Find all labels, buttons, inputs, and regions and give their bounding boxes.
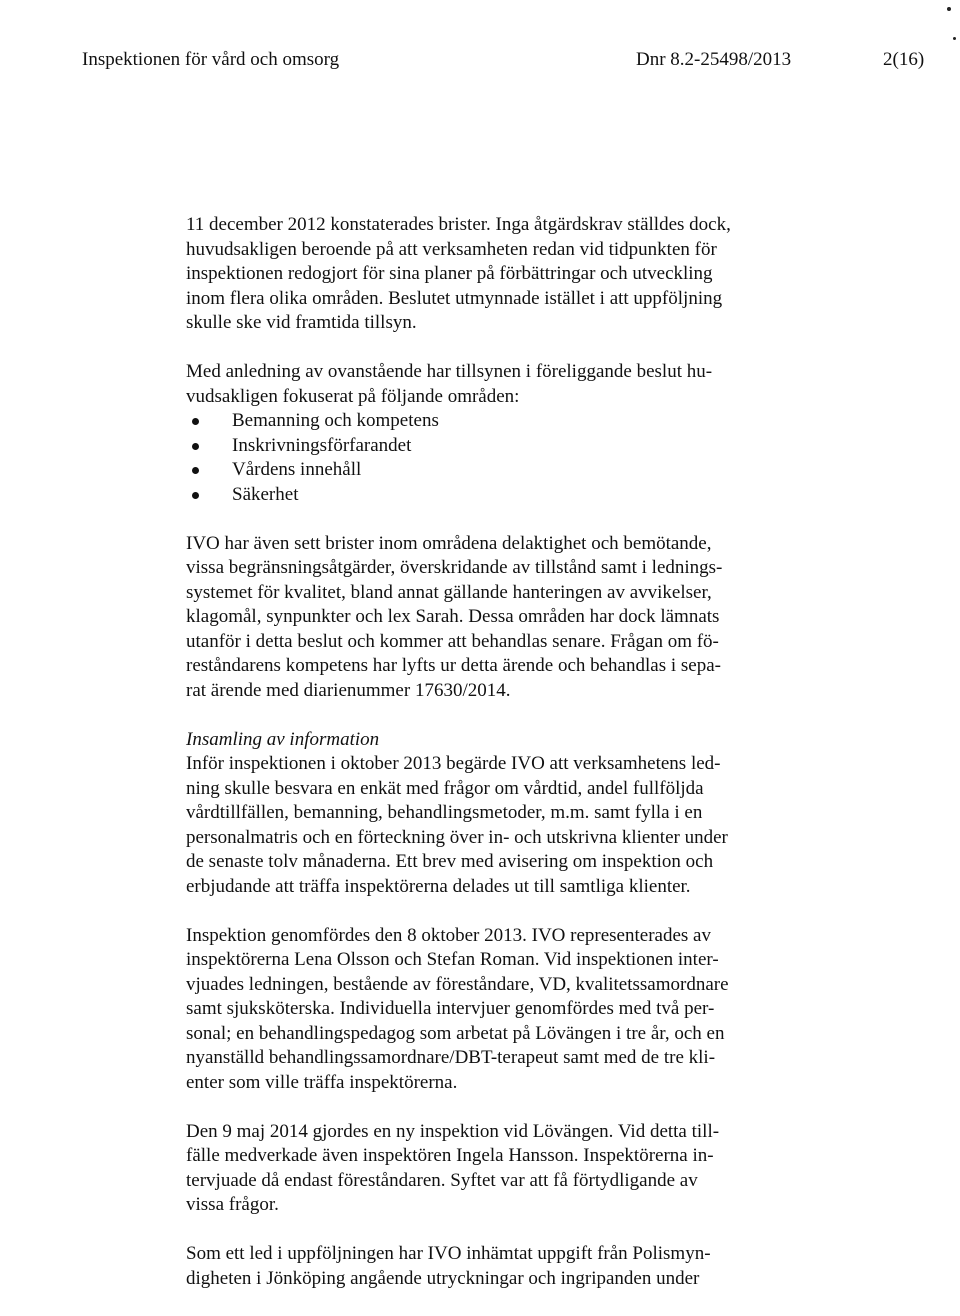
text-line: samt sjuksköterska. Individuella intervjuer genomfördes med två per- [186, 998, 715, 1019]
text-line: 11 december 2012 konstaterades brister. Inga åtgärdskrav ställdes dock, [186, 214, 731, 235]
scan-mark-right [953, 37, 956, 40]
text-line: Den 9 maj 2014 gjordes en ny inspektion vid Lövängen. Vid detta till- [186, 1120, 720, 1142]
text-line: erbjudande att träffa inspektörerna delades ut till samtliga klienter. [186, 875, 691, 897]
scan-mark-top-right [947, 7, 951, 11]
text-line: utanför i detta beslut och kommer att behandlas senare. Frågan om fö- [186, 630, 719, 652]
text-line: rat ärende med diarienummer 17630/2014. [186, 679, 511, 701]
text-line: digheten i Jönköping angående utryckningar och ingripanden under [186, 1267, 700, 1289]
text-line: vårdtillfällen, bemanning, behandlingsmetoder, m.m. samt fylla i en [186, 802, 703, 823]
section-heading: Insamling av information [186, 728, 380, 750]
text-line: tervjuade då endast föreståndaren. Syftet var att få förtydligande av [186, 1169, 698, 1191]
text-line: enter som ville träffa inspektörerna. [186, 1071, 458, 1093]
text-line: Som ett led i uppföljningen har IVO inhämtat uppgift från Polismyn- [186, 1243, 711, 1264]
paragraph-inspection-2014 [186, 1120, 761, 1218]
text-line: vissa frågor. [186, 1194, 279, 1215]
header-page-number: 2(16) [883, 49, 925, 70]
header-case-number: Dnr 8.2-25498/2013 [636, 49, 792, 70]
text-line: systemet för kvalitet, bland annat gällande hanteringen av avvikelser, [186, 581, 712, 603]
header-organization: Inspektionen för vård och omsorg [82, 49, 340, 70]
text-line: vissa begränsningsåtgärder, överskridande av tillstånd samt i lednings- [186, 557, 723, 578]
text-line: inspektionen redogjort för sina planer på förbättringar och utveckling [186, 263, 713, 284]
text-line: inom flera olika områden. Beslutet utmynnade istället i att uppföljning [186, 287, 723, 309]
text-line: sonal; en behandlingspedagog som arbetat på Lövängen i tre år, och en [186, 1022, 725, 1044]
text-line: vudsakligen fokuserat på följande områden: [186, 385, 520, 407]
text-line: de senaste tolv månaderna. Ett brev med avisering om inspektion och [186, 851, 714, 872]
focus-area-list [186, 409, 761, 507]
text-line: ning skulle besvara en enkät med frågor om vårdtid, andel fullföljda [186, 777, 704, 799]
list-item: Säkerhet [186, 483, 761, 508]
paragraph-other-deficiencies [186, 532, 761, 704]
paragraph-background [186, 213, 761, 336]
paragraph-information-collection [186, 728, 761, 900]
list-item: Bemanning och kompetens [186, 409, 761, 434]
document-body [186, 213, 761, 1316]
text-line: nyanställd behandlingssamordnare/DBT-terapeut samt med de tre kli- [186, 1047, 716, 1068]
text-line: IVO har även sett brister inom områdena delaktighet och bemötande, [186, 532, 712, 554]
paragraph-police-info [186, 1242, 761, 1291]
text-line: Inspektion genomfördes den 8 oktober 2013. IVO representerades av [186, 924, 711, 946]
text-line: skulle ske vid framtida tillsyn. [186, 312, 417, 333]
text-line: Inför inspektionen i oktober 2013 begärde IVO att verksamhetens led- [186, 753, 721, 774]
text-line: klagomål, synpunkter och lex Sarah. Dessa områden har dock lämnats [186, 606, 720, 627]
list-item: Inskrivningsförfarandet [186, 434, 761, 459]
list-item: Vårdens innehåll [186, 458, 761, 483]
paragraph-inspection-2013 [186, 924, 761, 1096]
text-line: Med anledning av ovanstående har tillsynen i föreliggande beslut hu- [186, 361, 713, 382]
text-line: fälle medverkade även inspektören Ingela Hansson. Inspektörerna in- [186, 1145, 714, 1166]
text-line: huvudsakligen beroende på att verksamheten redan vid tidpunkten för [186, 238, 717, 260]
text-line: inspektörerna Lena Olsson och Stefan Roman. Vid inspektionen inter- [186, 949, 719, 970]
text-line: reståndarens kompetens har lyfts ur detta ärende och behandlas i sepa- [186, 655, 721, 676]
text-line: personalmatris och en förteckning över in- och utskrivna klienter under [186, 826, 728, 848]
paragraph-focus-areas [186, 360, 761, 507]
text-line: vjuades ledningen, bestående av föreståndare, VD, kvalitetssamordnare [186, 973, 729, 995]
